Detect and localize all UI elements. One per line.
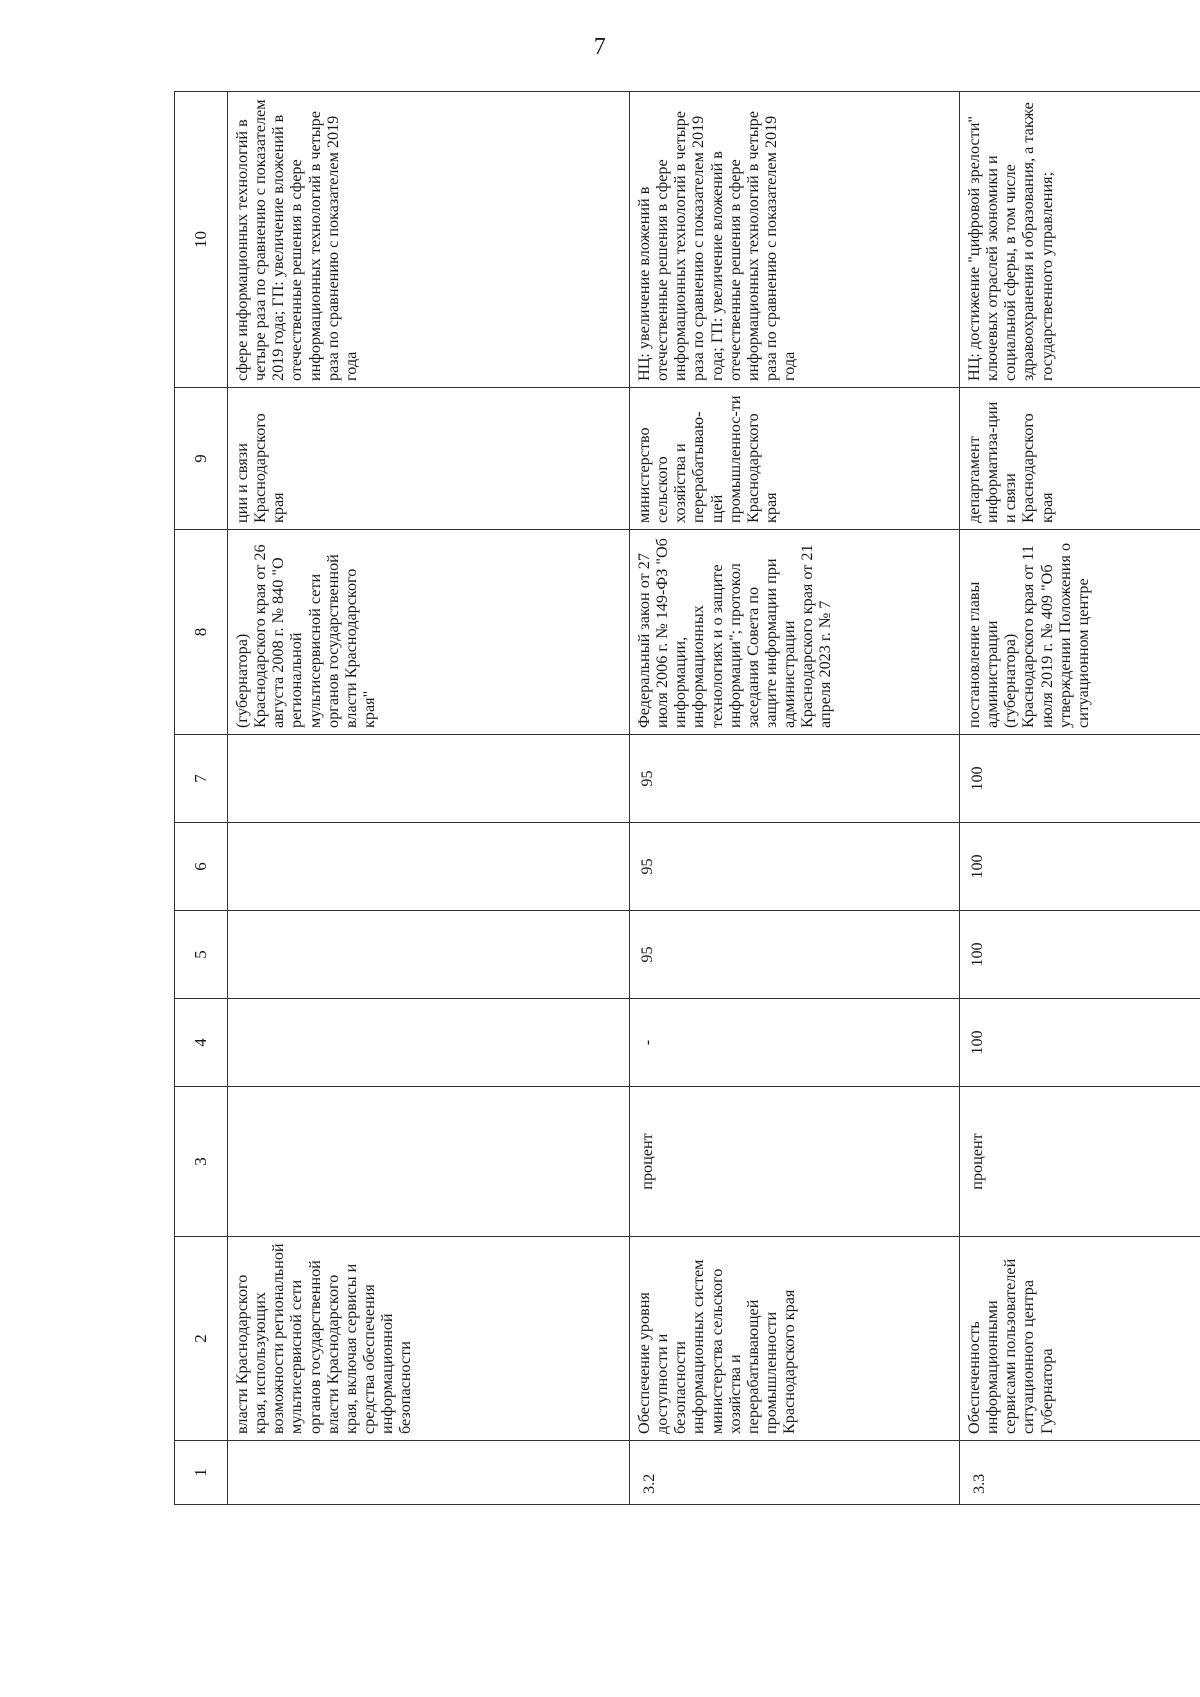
indicator-name: власти Краснодарского края, использующих возможности региональной мультисервисной сети органов государственной власти Краснодарского края, включая сервисы и средства обеспечения информационной безопасности xyxy=(228,1237,630,1441)
responsible-body: департамент информатиза-ции и связи Краснодарского края xyxy=(960,388,1200,530)
value-col5: 100 xyxy=(960,911,1200,999)
col-header-3: 3 xyxy=(175,1087,228,1237)
col-header-2: 2 xyxy=(175,1237,228,1441)
col-header-8: 8 xyxy=(175,530,228,735)
table-row xyxy=(960,92,1200,1505)
col-header-9: 9 xyxy=(175,388,228,530)
goal-link: НЦ: достижение "цифровой зрелости" ключевых отраслей экономики и социальной сферы, в том числе здравоохранения и образования, а также государственного управления; xyxy=(960,92,1200,388)
col-header-10: 10 xyxy=(175,92,228,388)
value-col4 xyxy=(228,999,630,1087)
goal-link: НЦ: увеличение вложений в отечественные решения в сфере информационных технологий в четыре раза по сравнению с показателем 2019 года; ГП: увеличение вложений в отечественные решения в сфере информационных технологий в четыре раза по сравнению с показателем 2019 года xyxy=(630,92,960,388)
table-row xyxy=(228,92,630,1505)
col-header-4: 4 xyxy=(175,999,228,1087)
legal-basis: (губернатора) Краснодарского края от 26 августа 2008 г. № 840 "О региональной мультисервисной сети органов государственной власти Краснодарского края" xyxy=(228,530,630,735)
value-col4: - xyxy=(630,999,960,1087)
header-row xyxy=(175,92,228,1505)
page-number: 7 xyxy=(593,34,607,60)
unit-cell: процент xyxy=(960,1087,1200,1237)
responsible-body: министерство сельского хозяйства и перерабатываю-щей промышленнос-ти Краснодарского края xyxy=(630,388,960,530)
value-col5: 95 xyxy=(630,911,960,999)
col-header-6: 6 xyxy=(175,823,228,911)
legal-basis: постановление главы администрации (губернатора) Краснодарского края от 11 июля 2019 г. № 409 "Об утверждении Положения о ситуационном центре xyxy=(960,530,1200,735)
value-col6: 95 xyxy=(630,823,960,911)
col-header-1: 1 xyxy=(175,1441,228,1505)
legal-basis: Федеральный закон от 27 июля 2006 г. № 149-ФЗ "Об информации, информационных технологиях и о защите информации"; протокол заседания Совета по защите информации при администрации Краснодарского края от 21 апреля 2023 г. № 7 xyxy=(630,530,960,735)
indicator-name: Обеспеченность информационными сервисами пользователей ситуационного центра Губернатора xyxy=(960,1237,1200,1441)
unit-cell xyxy=(228,1087,630,1237)
value-col4: 100 xyxy=(960,999,1200,1087)
value-col6 xyxy=(228,823,630,911)
row-number: 3.3 xyxy=(960,1441,1200,1505)
value-col7: 100 xyxy=(960,735,1200,823)
responsible-body: ции и связи Краснодарского края xyxy=(228,388,630,530)
value-col7 xyxy=(228,735,630,823)
indicator-name: Обеспечение уровня доступности и безопасности информационных систем министерства сельского хозяйства и перерабатывающей промышленности Краснодарского края xyxy=(630,1237,960,1441)
row-number xyxy=(228,1441,630,1505)
col-header-7: 7 xyxy=(175,735,228,823)
value-col6: 100 xyxy=(960,823,1200,911)
indicators-table xyxy=(174,91,1200,1505)
goal-link: сфере информационных технологий в четыре раза по сравнению с показателем 2019 года; ГП: увеличение вложений в отечественные решения в сфере информационных технологий в четыре раза по сравнению с показателем 2019 года xyxy=(228,92,630,388)
unit-cell: процент xyxy=(630,1087,960,1237)
value-col5 xyxy=(228,911,630,999)
row-number: 3.2 xyxy=(630,1441,960,1505)
rotated-table-frame xyxy=(174,99,1200,1505)
table-row xyxy=(630,92,960,1505)
value-col7: 95 xyxy=(630,735,960,823)
col-header-5: 5 xyxy=(175,911,228,999)
